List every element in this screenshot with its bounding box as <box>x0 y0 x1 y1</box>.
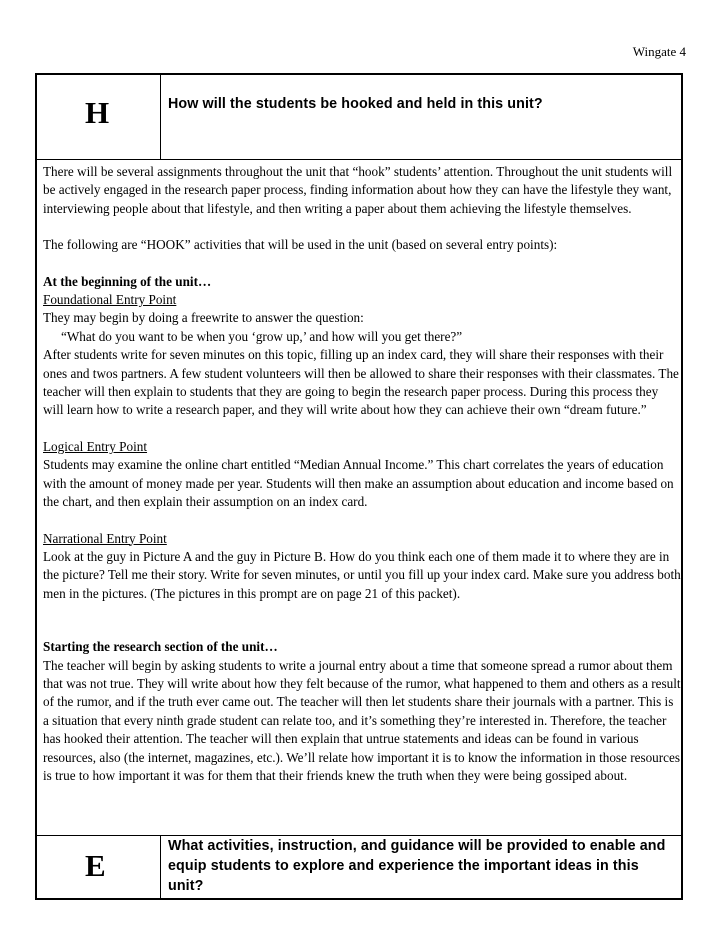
logical-text: Students may examine the online chart entitled “Median Annual Income.” This chart correlates the years of education with the amount of money made per year. Students will then make an assumption about education and income based on the chart, and then explain their assumption on an index card. <box>43 457 674 510</box>
research-text: The teacher will begin by asking students to write a journal entry about a time that someone spread a rumor about them that was not true. They will write about how they felt because of the rumor, what happened to them and others as a result of the rumor, and if the truth ever came out. The teacher will then let students share their journals with a partner. This is a situation that every ninth grade student can relate too, and it’s something they’re interested in. Therefore, the teacher has hooked their attention. The teacher will then explain that untrue statements and ideas can be found in various resources, also (the internet, magazines, etc.). We’ll relate how important it is to know the information in those resources is true to how important it was for them that their friends knew the truth when they were being gossiped about. <box>43 657 681 783</box>
beginning-heading: At the beginning of the unit… <box>43 273 212 289</box>
stage-e-letter: E <box>85 848 106 883</box>
hook-intro-paragraph: The following are “HOOK” activities that will be used in the unit (based on several entry points): <box>43 237 558 253</box>
foundational-line1: They may begin by doing a freewrite to answer the question: <box>43 310 364 326</box>
narrational-text: Look at the guy in Picture A and the guy in Picture B. How do you think each one of them made it to where they are in the picture? Tell me their story. Write for seven minutes, or until you fill up your index card. Make sure you address both men in the pictures. (The pictures in this prompt are on page 21 of this packet). <box>43 548 681 601</box>
stage-e-row <box>37 835 681 900</box>
whereto-table <box>35 73 683 900</box>
research-heading: Starting the research section of the unit… <box>43 639 278 655</box>
page-header-author: Wingate 4 <box>632 44 686 59</box>
foundational-quote: “What do you want to be when you ‘grow up,’ and how will you get there?” <box>61 328 463 344</box>
stage-h-content-cell <box>37 159 681 836</box>
stage-h-content <box>43 163 681 785</box>
foundational-title: Foundational Entry Point <box>43 292 177 308</box>
stage-h-question: How will the students be hooked and held in this unit? <box>168 96 543 112</box>
narrational-title: Narrational Entry Point <box>43 530 167 546</box>
stage-h-letter-cell <box>37 75 161 159</box>
stage-h-row <box>37 75 681 160</box>
stage-e-question: What activities, instruction, and guidance will be provided to enable and equip students to explore and experience the important ideas in this unit? <box>168 838 666 894</box>
logical-title: Logical Entry Point <box>43 438 148 454</box>
stage-h-letter: H <box>85 95 110 130</box>
foundational-rest: After students write for seven minutes on this topic, filling up an index card, they will share their responses with their ones and twos partners. A few student volunteers will then be allowed to share their responses with their classmates. The teacher will then explain to students that they are going to begin the research paper process. During this process they will learn how to write a research paper, and they will write about how they can achieve their own “dream future.” <box>43 347 679 418</box>
stage-e-letter-cell <box>37 835 161 900</box>
intro-paragraph: There will be several assignments throughout the unit that “hook” students’ attention. Throughout the unit students will be actively engaged in the research paper process, finding information about how they can have the lifestyle they want, interviewing people about that lifestyle, and then writing a paper about them achieving the lifestyle themselves. <box>43 164 673 216</box>
